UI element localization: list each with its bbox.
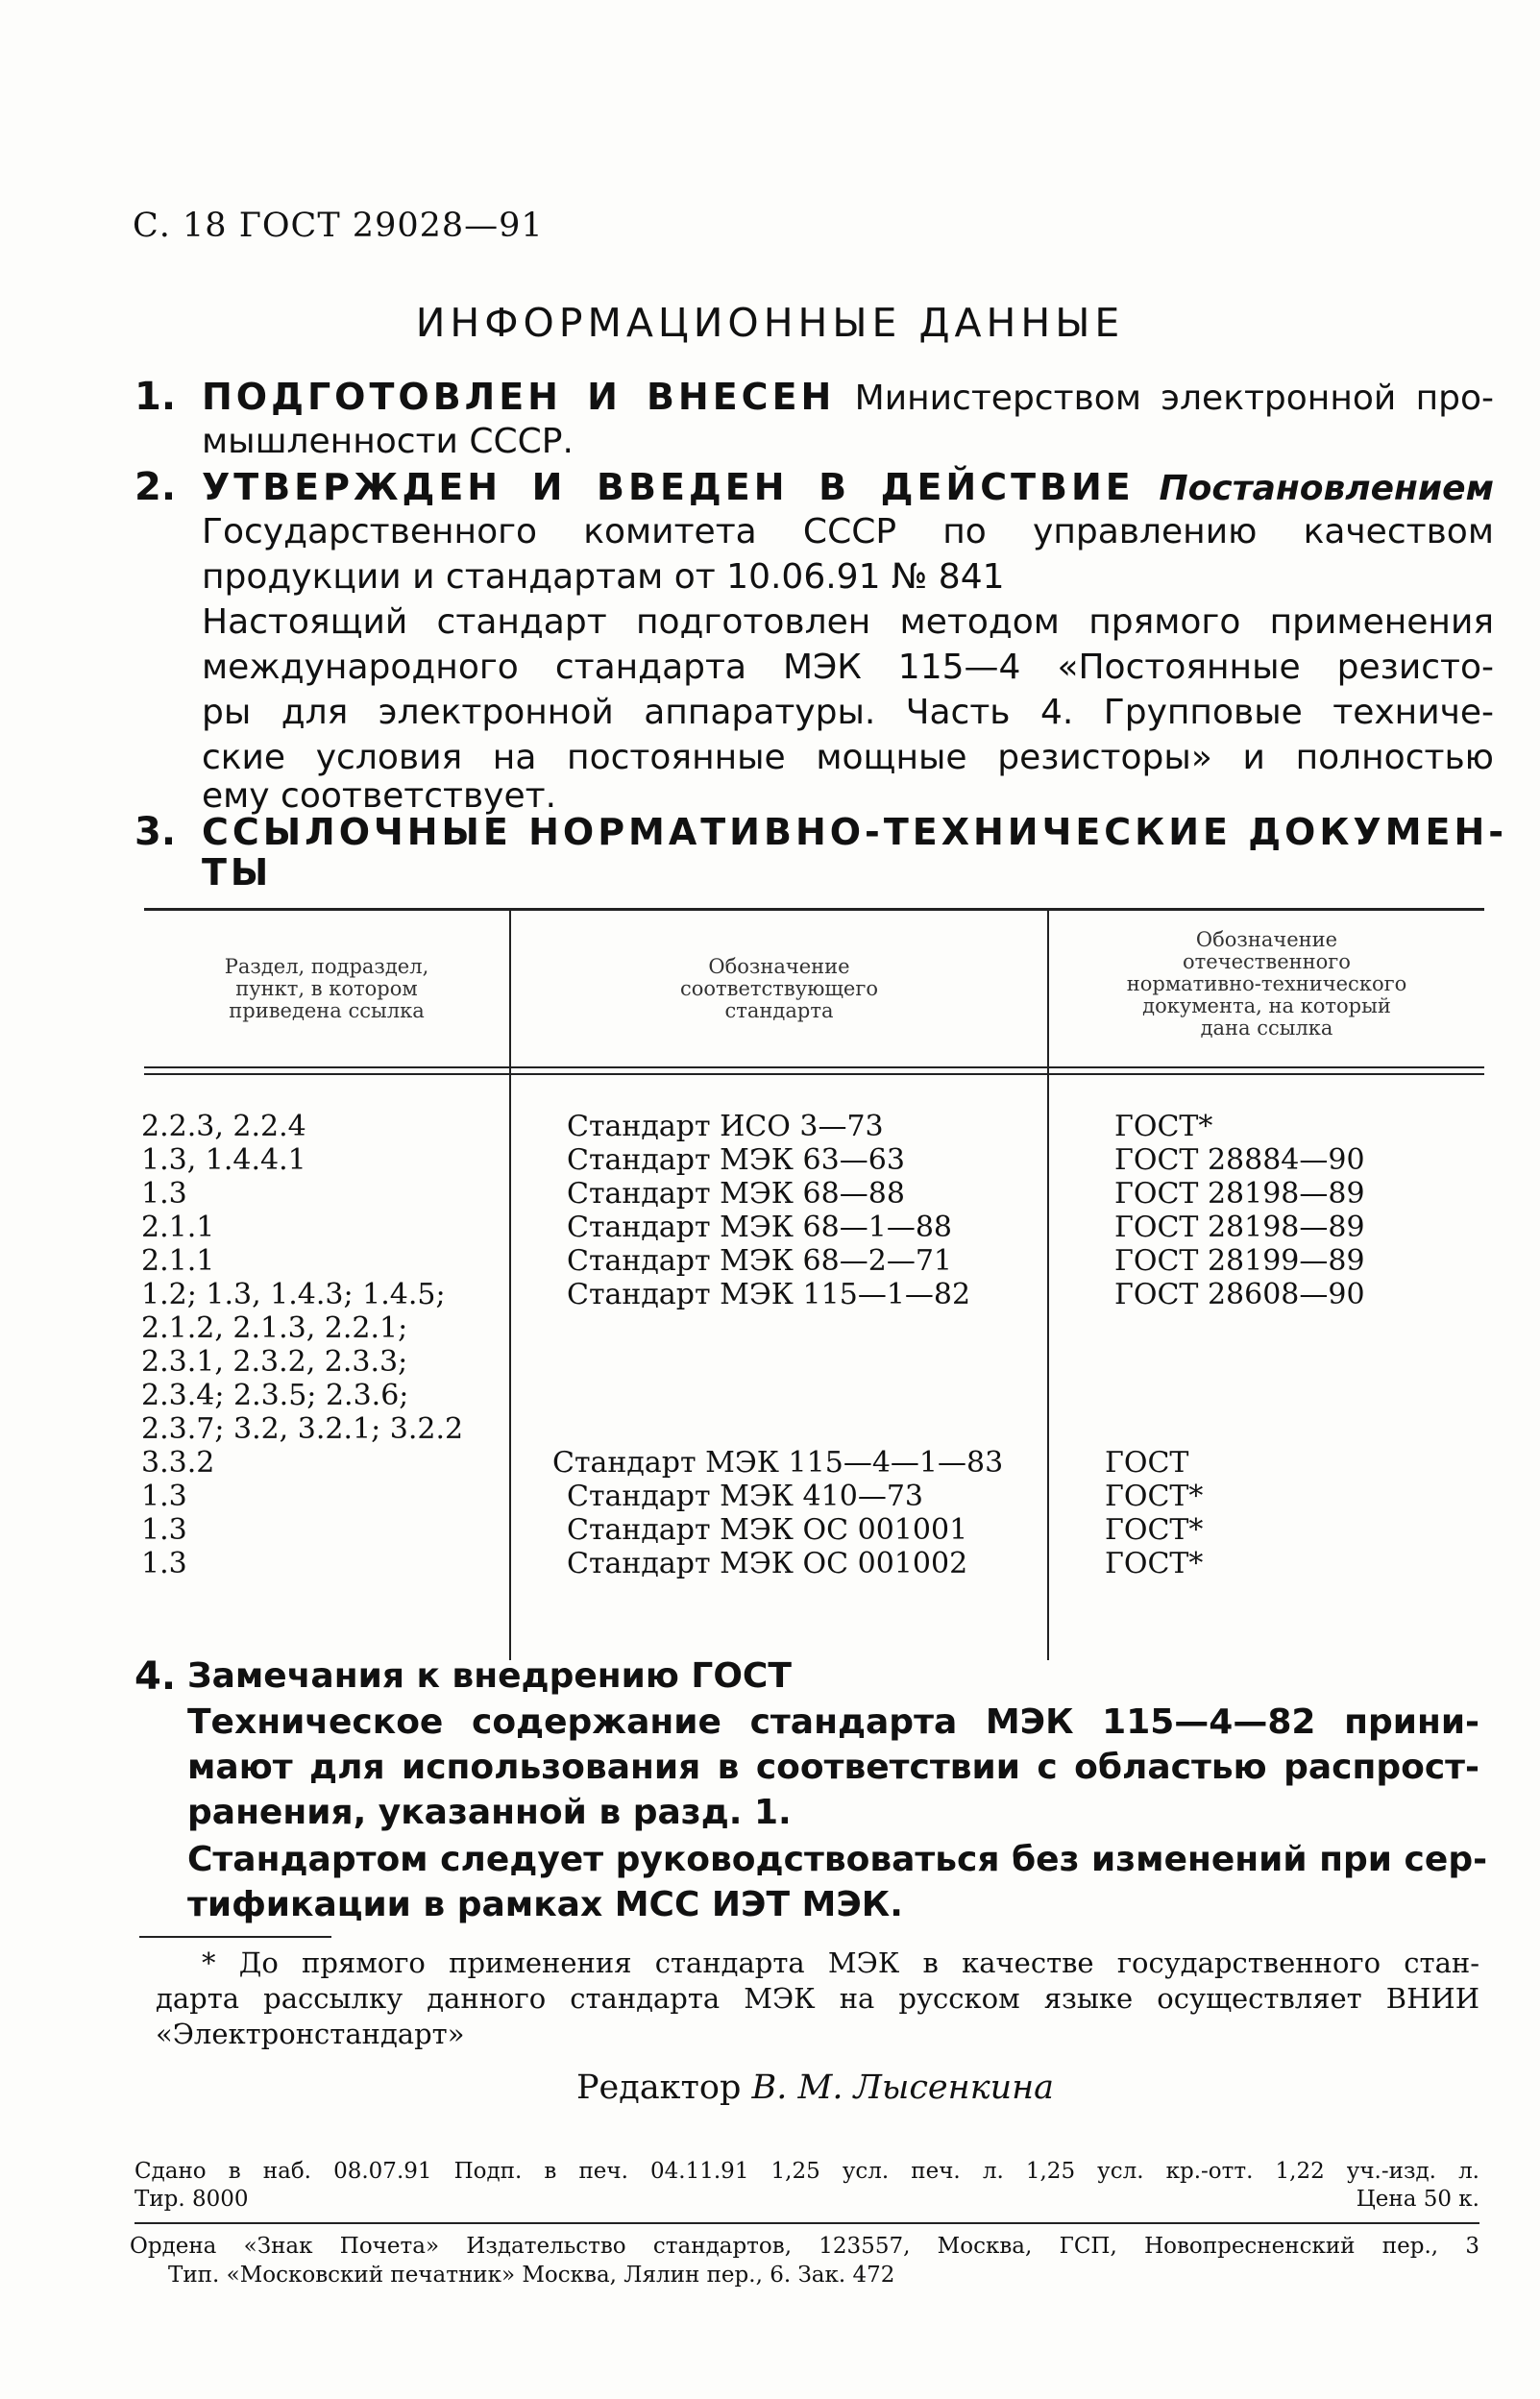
table-header-gost bbox=[1049, 929, 1484, 1040]
table-cell-gost: ГОСТ* bbox=[1105, 1547, 1204, 1580]
section-4-number: 4. bbox=[134, 1654, 177, 1699]
header-line: приведена ссылка bbox=[229, 999, 425, 1022]
footnote-line-2: дарта рассылку данного стандарта МЭК на русском языке осуществляет ВНИИ bbox=[156, 1982, 1479, 2015]
section-4-heading: Замечания к внедрению ГОСТ bbox=[187, 1656, 792, 1696]
imprint-price: Цена 50 к. bbox=[1356, 2187, 1479, 2212]
table-cell-section: 2.1.2, 2.1.3, 2.2.1; bbox=[141, 1311, 408, 1345]
section-3-number: 3. bbox=[134, 810, 177, 854]
header-line: Раздел, подраздел, bbox=[224, 955, 429, 978]
table-header-standard bbox=[511, 956, 1047, 1022]
table-cell-standard: Стандарт МЭК 63—63 bbox=[567, 1143, 905, 1177]
table-cell-section: 1.3, 1.4.4.1 bbox=[141, 1143, 306, 1177]
table-cell-standard: Стандарт МЭК ОС 001001 bbox=[567, 1513, 968, 1547]
table-cell-standard: Стандарт МЭК 115—4—1—83 bbox=[552, 1446, 1004, 1480]
section-4-para-1-line-1: Техническое содержание стандарта МЭК 115—4—82 прини- bbox=[187, 1702, 1479, 1742]
section-1-line-2: мышленности СССР. bbox=[202, 422, 574, 461]
table-top-rule bbox=[144, 908, 1484, 911]
table-cell-section: 2.1.1 bbox=[141, 1244, 215, 1278]
table-cell-section: 2.3.1, 2.3.2, 2.3.3; bbox=[141, 1345, 408, 1379]
page-title: ИНФОРМАЦИОННЫЕ ДАННЫЕ bbox=[415, 300, 1125, 346]
header-line: пункт, в котором bbox=[235, 977, 418, 1000]
table-header-rule-2 bbox=[144, 1073, 1484, 1075]
table-cell-section: 1.3 bbox=[141, 1513, 187, 1547]
section-2-heading: УТВЕРЖДЕН И ВВЕДЕН В ДЕЙСТВИЕ bbox=[202, 466, 1135, 508]
footnote-rule bbox=[139, 1936, 331, 1938]
table-cell-standard: Стандарт МЭК 68—1—88 bbox=[567, 1211, 952, 1244]
table-cell-gost: ГОСТ* bbox=[1114, 1110, 1213, 1143]
table-cell-gost: ГОСТ 28608—90 bbox=[1114, 1278, 1365, 1311]
printer-line-1: Ордена «Знак Почета» Издательство стандартов, 123557, Москва, ГСП, Новопресненский пер., 3 bbox=[130, 2234, 1479, 2259]
table-header-section bbox=[144, 956, 509, 1022]
editor-label: Редактор bbox=[576, 2069, 742, 2107]
section-1-number: 1. bbox=[134, 375, 177, 419]
header-line: соответствующего bbox=[680, 977, 878, 1000]
section-2-line-3: продукции и стандартам от 10.06.91 № 841 bbox=[202, 557, 1005, 597]
header-line: Обозначение bbox=[1195, 928, 1338, 951]
section-4-para-2-line-1: Стандартом следует руководствоваться без изменений при сер- bbox=[187, 1840, 1488, 1879]
section-2-number: 2. bbox=[134, 465, 177, 509]
imprint-circulation: Тир. 8000 bbox=[134, 2187, 249, 2212]
section-3-heading-cont: ТЫ bbox=[202, 851, 273, 894]
section-4-para-2-line-2: тификации в рамках МСС ИЭТ МЭК. bbox=[187, 1885, 903, 1924]
table-cell-standard: Стандарт МЭК ОС 001002 bbox=[567, 1547, 968, 1580]
section-2-decree: Постановлением bbox=[1159, 469, 1494, 508]
table-cell-section: 2.1.1 bbox=[141, 1211, 215, 1244]
table-cell-section: 2.3.7; 3.2, 3.2.1; 3.2.2 bbox=[141, 1412, 464, 1446]
section-2-line-1 bbox=[202, 465, 1494, 511]
section-2-para-line-3: ры для электронной аппаратуры. Часть 4. Групповые техниче- bbox=[202, 693, 1494, 732]
table-cell-gost: ГОСТ 28199—89 bbox=[1114, 1244, 1365, 1278]
table-cell-standard: Стандарт ИСО 3—73 bbox=[567, 1110, 884, 1143]
section-1-text: Министерством электронной про- bbox=[854, 379, 1494, 418]
section-2-para-line-4: ские условия на постоянные мощные резисторы» и полностью bbox=[202, 738, 1494, 777]
header-line: документа, на который bbox=[1142, 994, 1391, 1017]
table-header-rule-1 bbox=[144, 1066, 1484, 1068]
section-3-heading: ССЫЛОЧНЫЕ НОРМАТИВНО-ТЕХНИЧЕСКИЕ ДОКУМЕН- bbox=[202, 811, 1508, 853]
section-2-line-2: Государственного комитета СССР по управлению качеством bbox=[202, 512, 1494, 551]
table-cell-standard: Стандарт МЭК 115—1—82 bbox=[567, 1278, 971, 1311]
footnote-line-1: * До прямого применения стандарта МЭК в качестве государственного стан- bbox=[202, 1946, 1479, 1979]
imprint-line-1: Сдано в наб. 08.07.91 Подп. в печ. 04.11.91 1,25 усл. печ. л. 1,25 усл. кр.-отт. 1,22 уч.-изд. л. bbox=[134, 2159, 1479, 2184]
table-cell-standard: Стандарт МЭК 410—73 bbox=[567, 1480, 923, 1513]
table-cell-standard: Стандарт МЭК 68—2—71 bbox=[567, 1244, 952, 1278]
table-cell-section: 1.2; 1.3, 1.4.3; 1.4.5; bbox=[141, 1278, 446, 1311]
table-cell-standard: Стандарт МЭК 68—88 bbox=[567, 1177, 905, 1211]
footnote-line-3: «Электронстандарт» bbox=[156, 2018, 465, 2050]
section-2-para-line-5: ему соответствует. bbox=[202, 776, 557, 816]
header-line: Обозначение bbox=[708, 955, 850, 978]
section-4-para-1-line-2: мают для использования в соответствии с областью распрост- bbox=[187, 1748, 1479, 1787]
table-cell-section: 1.3 bbox=[141, 1177, 187, 1211]
table-cell-gost: ГОСТ 28198—89 bbox=[1114, 1177, 1365, 1211]
section-4-para-1-line-3: ранения, указанной в разд. 1. bbox=[187, 1793, 792, 1832]
section-2-para-line-1: Настоящий стандарт подготовлен методом прямого применения bbox=[202, 602, 1494, 642]
table-cell-gost: ГОСТ bbox=[1105, 1446, 1189, 1480]
table-cell-section: 2.3.4; 2.3.5; 2.3.6; bbox=[141, 1379, 409, 1412]
table-cell-section: 1.3 bbox=[141, 1547, 187, 1580]
section-1-heading: ПОДГОТОВЛЕН И ВНЕСЕН bbox=[202, 376, 836, 418]
table-cell-gost: ГОСТ 28198—89 bbox=[1114, 1211, 1365, 1244]
table-cell-gost: ГОСТ* bbox=[1105, 1480, 1204, 1513]
header-line: стандарта bbox=[724, 999, 834, 1022]
editor-credit bbox=[576, 2069, 1054, 2107]
table-col-divider-1 bbox=[509, 911, 511, 1660]
table-cell-section: 3.3.2 bbox=[141, 1446, 215, 1480]
header-line: отечественного bbox=[1183, 950, 1351, 973]
printer-line-2: Тип. «Московский печатник» Москва, Лялин пер., 6. Зак. 472 bbox=[168, 2263, 895, 2288]
table-cell-section: 1.3 bbox=[141, 1480, 187, 1513]
imprint-rule bbox=[134, 2222, 1479, 2224]
table-cell-section: 2.2.3, 2.2.4 bbox=[141, 1110, 306, 1143]
header-line: нормативно-технического bbox=[1126, 972, 1407, 995]
section-2-para-line-2: международного стандарта МЭК 115—4 «Постоянные резисто- bbox=[202, 648, 1494, 687]
page-header: С. 18 ГОСТ 29028—91 bbox=[133, 207, 544, 245]
table-cell-gost: ГОСТ 28884—90 bbox=[1114, 1143, 1365, 1177]
editor-name: В. М. Лысенкина bbox=[751, 2069, 1055, 2107]
section-1-line-1 bbox=[202, 375, 1494, 421]
header-line: дана ссылка bbox=[1200, 1016, 1333, 1040]
table-cell-gost: ГОСТ* bbox=[1105, 1513, 1204, 1547]
